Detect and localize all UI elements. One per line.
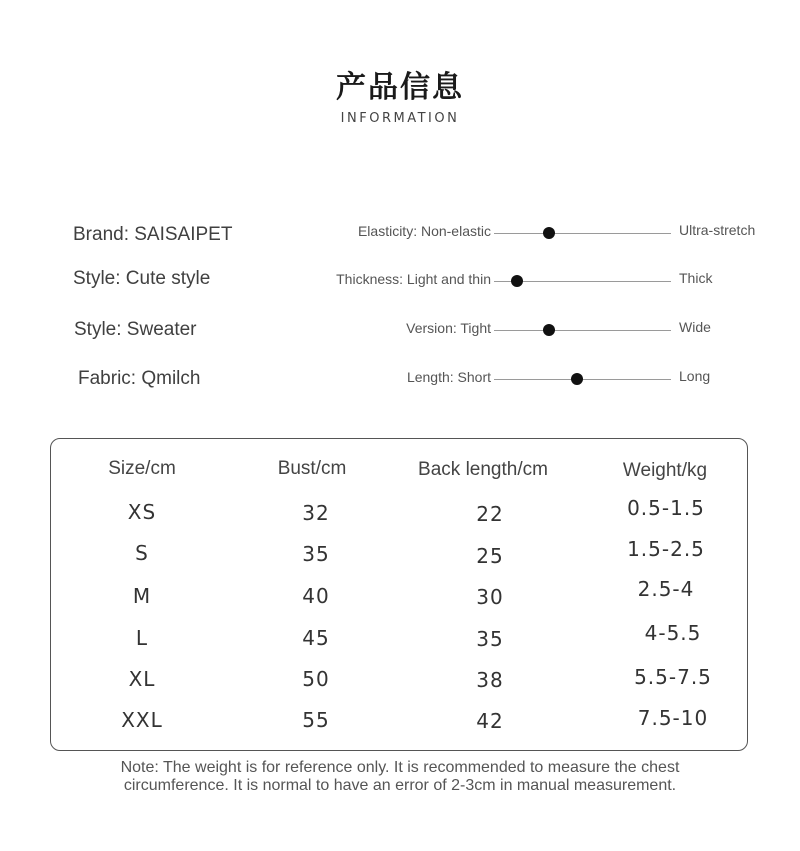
table-cell-weight: 2.5-4 (637, 577, 695, 601)
table-cell-size: L (135, 626, 149, 650)
rating-thickness (0, 271, 800, 291)
rating-length (0, 369, 800, 389)
rating-end-label: Ultra-stretch (679, 222, 756, 238)
table-cell-weight: 0.5-1.5 (627, 496, 705, 520)
rating-end-label: Wide (679, 319, 711, 335)
rating-label: Elasticity: Non-elastic (357, 223, 491, 239)
table-cell-weight: 7.5-10 (637, 706, 709, 730)
table-cell-bust: 50 (302, 667, 330, 691)
table-cell-bust: 40 (302, 584, 330, 608)
attribute-fabric: Fabric: Qmilch (78, 368, 201, 389)
rating-end-label: Long (679, 368, 711, 384)
rating-track (494, 233, 671, 234)
rating-version (0, 320, 800, 340)
table-cell-bust: 55 (302, 708, 330, 732)
table-cell-back-length: 22 (476, 502, 504, 526)
table-header-back-length: Back length/cm (418, 459, 548, 480)
table-header-weight: Weight/kg (622, 460, 708, 481)
rating-marker (571, 373, 583, 385)
attribute-brand: Brand: SAISAIPET (73, 224, 233, 245)
page-title: 产品信息 (336, 70, 464, 105)
table-cell-bust: 45 (302, 626, 330, 650)
table-cell-size: M (132, 584, 152, 608)
table-cell-weight: 4-5.5 (644, 621, 702, 645)
rating-track (494, 330, 671, 331)
rating-label: Version: Tight (406, 320, 491, 336)
table-cell-size: XXL (121, 708, 163, 732)
table-cell-back-length: 25 (476, 544, 504, 568)
rating-marker (543, 324, 555, 336)
table-cell-back-length: 35 (476, 627, 504, 651)
rating-marker (511, 275, 523, 287)
table-cell-size: S (135, 541, 149, 565)
rating-marker (543, 227, 555, 239)
table-cell-weight: 5.5-7.5 (634, 665, 712, 689)
attribute-style-sweater: Style: Sweater (74, 319, 197, 340)
rating-elasticity (0, 223, 800, 243)
table-cell-bust: 35 (302, 542, 330, 566)
table-header-size: Size/cm (108, 458, 176, 479)
note-line-2: circumference. It is normal to have an error of 2-3cm in manual measurement. (123, 777, 677, 794)
table-header-bust: Bust/cm (277, 458, 347, 479)
measurement-note (0, 759, 800, 795)
note-line-1: Note: The weight is for reference only. It is recommended to measure the chest (120, 759, 680, 776)
table-cell-bust: 32 (302, 501, 330, 525)
table-cell-size: XL (128, 667, 156, 691)
page-subtitle: INFORMATION (340, 111, 460, 126)
table-cell-size: XS (127, 500, 157, 524)
table-cell-weight: 1.5-2.5 (627, 537, 705, 561)
rating-label: Thickness: Light and thin (336, 271, 491, 287)
table-cell-back-length: 30 (476, 585, 504, 609)
rating-end-label: Thick (679, 270, 713, 286)
rating-label: Length: Short (406, 369, 491, 385)
table-cell-back-length: 38 (476, 668, 504, 692)
table-cell-back-length: 42 (476, 709, 504, 733)
attribute-style-cute: Style: Cute style (73, 268, 211, 289)
